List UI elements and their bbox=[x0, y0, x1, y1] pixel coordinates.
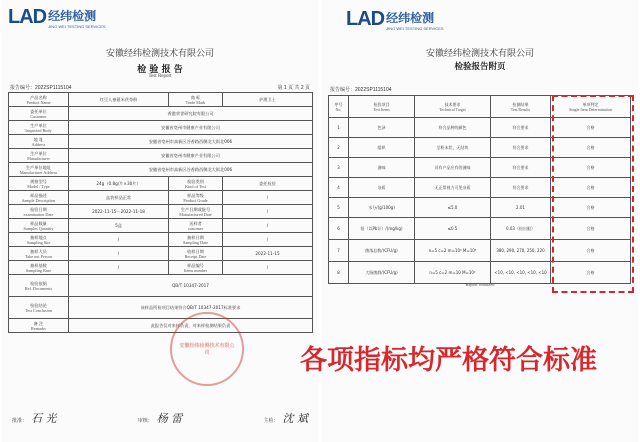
brand-logo bbox=[8, 6, 106, 29]
field-value: 5盒 bbox=[69, 219, 169, 233]
info-row bbox=[9, 93, 313, 107]
result-no: 7 bbox=[329, 240, 349, 262]
info-row bbox=[9, 261, 313, 275]
field-value: 2022-11-15 bbox=[223, 247, 313, 261]
page-number: 第 1 页 共 2 页 bbox=[277, 85, 310, 91]
result-result: <10, <10, <10, <10, <10 bbox=[491, 262, 551, 284]
field-value: 安徽省亳州市健康产业有限公司 bbox=[69, 149, 313, 163]
brand-lad-appendix: LAD bbox=[346, 8, 385, 30]
company-name: 安徽经纬检测技术有限公司 bbox=[105, 49, 214, 59]
field-label: 样品等级 Product Grade bbox=[169, 191, 223, 205]
result-target: 符合品种的颜色 bbox=[415, 118, 491, 138]
result-no: 1 bbox=[329, 118, 349, 138]
result-no: 3 bbox=[329, 158, 349, 178]
result-item: 菌落总数/(CFU/g) bbox=[349, 240, 415, 262]
field-label: 规格型号 Model / Type bbox=[9, 177, 69, 191]
info-row bbox=[9, 233, 313, 247]
approver-label: 批准： bbox=[12, 418, 28, 424]
result-item: 水分/(g/100g) bbox=[349, 198, 415, 218]
result-det: 合格 bbox=[551, 198, 631, 218]
result-det: 合格 bbox=[551, 118, 631, 138]
col-result: 检测结果 Test Results bbox=[491, 96, 551, 118]
result-target: n=5 c=2 m=10⁴ M=10⁵ bbox=[415, 240, 491, 262]
field-label: 生产单位 Inspected Body bbox=[9, 121, 69, 135]
field-value: / bbox=[223, 233, 313, 247]
report-number-appendix: 报告编号：2022SP1115104 bbox=[330, 87, 392, 93]
result-det: 合格 bbox=[551, 138, 631, 158]
field-value: / bbox=[69, 261, 169, 275]
report-finalized: Report finalized bbox=[465, 282, 495, 287]
field-label: 地 址 Address bbox=[9, 135, 69, 149]
result-result: 符合要求 bbox=[491, 118, 551, 138]
field-value: / bbox=[223, 191, 313, 205]
field-label: 检验依据 Ref. Documents bbox=[9, 275, 69, 297]
appendix-title: 检验报告附页 bbox=[454, 62, 506, 72]
report-title: 检 验 报 告 bbox=[137, 65, 183, 75]
field-value: 该样品所检项目结果符合QB/T 10347-2017标准要求 bbox=[69, 297, 313, 319]
col-determination: 单项判定 Single Item Determination bbox=[551, 96, 631, 118]
info-row bbox=[9, 107, 313, 121]
result-det: 合格 bbox=[551, 240, 631, 262]
result-item: 大肠菌群/(CFU/g) bbox=[349, 262, 415, 284]
seal-text: 安徽经纬检测技术有限公司 bbox=[179, 343, 235, 356]
info-row bbox=[9, 163, 313, 177]
report-info-table bbox=[8, 92, 313, 333]
field-value: 香港荣誉研究院有限公司 bbox=[69, 107, 313, 121]
field-label: 样品编号 Items number bbox=[169, 261, 223, 275]
result-result: 符合要求 bbox=[491, 158, 551, 178]
field-label: 生产单位地址 Manufacturer Address bbox=[9, 163, 69, 177]
brand-logo-appendix bbox=[346, 8, 444, 31]
inspector-label: 主检： bbox=[263, 418, 279, 424]
field-value: / bbox=[223, 261, 313, 275]
result-item: 组织 bbox=[349, 138, 415, 158]
field-label: 产品名称 Product Name bbox=[9, 93, 69, 107]
approver bbox=[12, 410, 57, 426]
result-det: 合格 bbox=[551, 262, 631, 284]
signature-row bbox=[12, 410, 308, 426]
result-item: 铅（以Pb计）/(mg/kg) bbox=[349, 218, 415, 240]
info-row bbox=[9, 205, 313, 219]
field-value: 护理卫士 bbox=[223, 93, 313, 107]
field-label: 抽样基数 Sampling Base bbox=[9, 261, 69, 275]
result-no: 4 bbox=[329, 178, 349, 198]
approver-signature: 石 光 bbox=[31, 412, 57, 425]
result-result: 380, 290, 270, 250, 220 bbox=[491, 240, 551, 262]
info-row bbox=[9, 297, 313, 319]
result-target: 具有产品应有的滋味 bbox=[415, 158, 491, 178]
test-report-page bbox=[2, 0, 318, 442]
field-label: 抽样日期 Sampling Date bbox=[169, 233, 223, 247]
reviewer-signature: 杨 雷 bbox=[156, 412, 183, 425]
brand-en-appendix: JING WEI TESTING SERVICES bbox=[386, 25, 444, 31]
field-label: 抽样地点 Sampling Site bbox=[9, 233, 69, 247]
field-value: 委托检验 bbox=[223, 177, 313, 191]
info-row bbox=[9, 121, 313, 135]
result-target: ≤0.5 bbox=[415, 218, 491, 240]
field-label: 检验结论 Test Conclusion bbox=[9, 297, 69, 319]
report-number: 报告编号：2022SP1115104 bbox=[10, 85, 72, 91]
field-value: / bbox=[69, 247, 169, 261]
info-row bbox=[9, 275, 313, 297]
info-row bbox=[9, 319, 313, 333]
field-value: QB/T 10347-2017 bbox=[69, 275, 313, 297]
official-seal bbox=[170, 312, 244, 386]
info-row bbox=[9, 191, 313, 205]
result-item: 滋味 bbox=[349, 158, 415, 178]
result-target: n=5 c=2 m=10 M=10² bbox=[415, 262, 491, 284]
info-row bbox=[9, 135, 313, 149]
field-value: / bbox=[69, 233, 169, 247]
field-label: 收样日期 Receipt Date bbox=[169, 247, 223, 261]
field-value: 红豆人参薏米茯苓粉 bbox=[69, 93, 169, 107]
field-label: 备 注 Remarks bbox=[9, 319, 69, 333]
overlay-caption: 各项指标均严格符合标准 bbox=[300, 345, 597, 376]
result-result: 符合要求 bbox=[491, 138, 551, 158]
result-target: 呈粉末状，无结块 bbox=[415, 138, 491, 158]
inspector-signature: 沈 斌 bbox=[282, 412, 308, 425]
field-value: / bbox=[223, 219, 313, 233]
result-no: 5 bbox=[329, 198, 349, 218]
field-label: 委托单位 Customer bbox=[9, 107, 69, 121]
field-value: 24g（0.8g/片×30片） bbox=[69, 177, 169, 191]
field-label: 生产单位 Manufacturer bbox=[9, 149, 69, 163]
reviewer bbox=[138, 410, 183, 426]
result-det: 合格 bbox=[551, 158, 631, 178]
info-row bbox=[9, 149, 313, 163]
result-result: 2.01 bbox=[491, 198, 551, 218]
brand-en: JING WEI TESTING SERVICES bbox=[48, 23, 106, 29]
field-label: 送样者 customer bbox=[169, 219, 223, 233]
result-no: 8 bbox=[329, 262, 349, 284]
result-result: 符合要求 bbox=[491, 178, 551, 198]
result-det: 合格 bbox=[551, 218, 631, 240]
result-item: 色泽 bbox=[349, 118, 415, 138]
result-no: 6 bbox=[329, 218, 349, 240]
determination-highlight bbox=[552, 95, 634, 293]
brand-lad: LAD bbox=[8, 6, 47, 28]
result-det: 合格 bbox=[551, 178, 631, 198]
reviewer-label: 审核： bbox=[137, 418, 153, 424]
result-target: 无正常视力可见杂质 bbox=[415, 178, 491, 198]
col-no: 序号 No. bbox=[329, 96, 349, 118]
field-label: 商 标 Trade Mark bbox=[169, 93, 223, 107]
field-label: 样品数量 Samples Quantity bbox=[9, 219, 69, 233]
field-value: 2022-11-15～2022-11-18 bbox=[69, 205, 169, 219]
field-value: 安徽省亳州市高新区谷香路西侧北大街北006 bbox=[69, 163, 313, 177]
info-row bbox=[9, 247, 313, 261]
field-label: 检验类别 Kind of Test bbox=[169, 177, 223, 191]
inspector bbox=[263, 410, 308, 426]
info-row bbox=[9, 219, 313, 233]
info-row bbox=[9, 177, 313, 191]
result-target: ≤5.0 bbox=[415, 198, 491, 218]
brand-cn: 经纬检测 bbox=[48, 8, 97, 23]
col-target: 技术要求 Technical Target bbox=[415, 96, 491, 118]
field-label: 检验日期 examination Date bbox=[9, 205, 69, 219]
field-label: 抽样人员 Take out Person bbox=[9, 247, 69, 261]
company-name-appendix: 安徽经纬检测技术有限公司 bbox=[425, 49, 534, 59]
report-subtitle: Test Report bbox=[148, 74, 172, 79]
col-item: 检验项目 Test Items bbox=[349, 96, 415, 118]
field-value: 盒装样品正常 bbox=[69, 191, 169, 205]
field-value: 安徽省亳州市高新区谷香路西侧北大街北006 bbox=[69, 135, 313, 149]
brand-cn-appendix: 经纬检测 bbox=[386, 10, 435, 25]
field-label: 生产日期或批号 Manufactured Date bbox=[169, 205, 223, 219]
field-value: 此报告仅对来样负责，对来样检测结果负责 bbox=[69, 319, 313, 333]
field-value: / bbox=[223, 205, 313, 219]
result-result: 0.03（检出限） bbox=[491, 218, 551, 240]
result-no: 2 bbox=[329, 138, 349, 158]
field-label: 样品描述 Sample Description bbox=[9, 191, 69, 205]
field-value: 安徽省亳州市健康产业有限公司 bbox=[69, 121, 313, 135]
result-item: 杂质 bbox=[349, 178, 415, 198]
